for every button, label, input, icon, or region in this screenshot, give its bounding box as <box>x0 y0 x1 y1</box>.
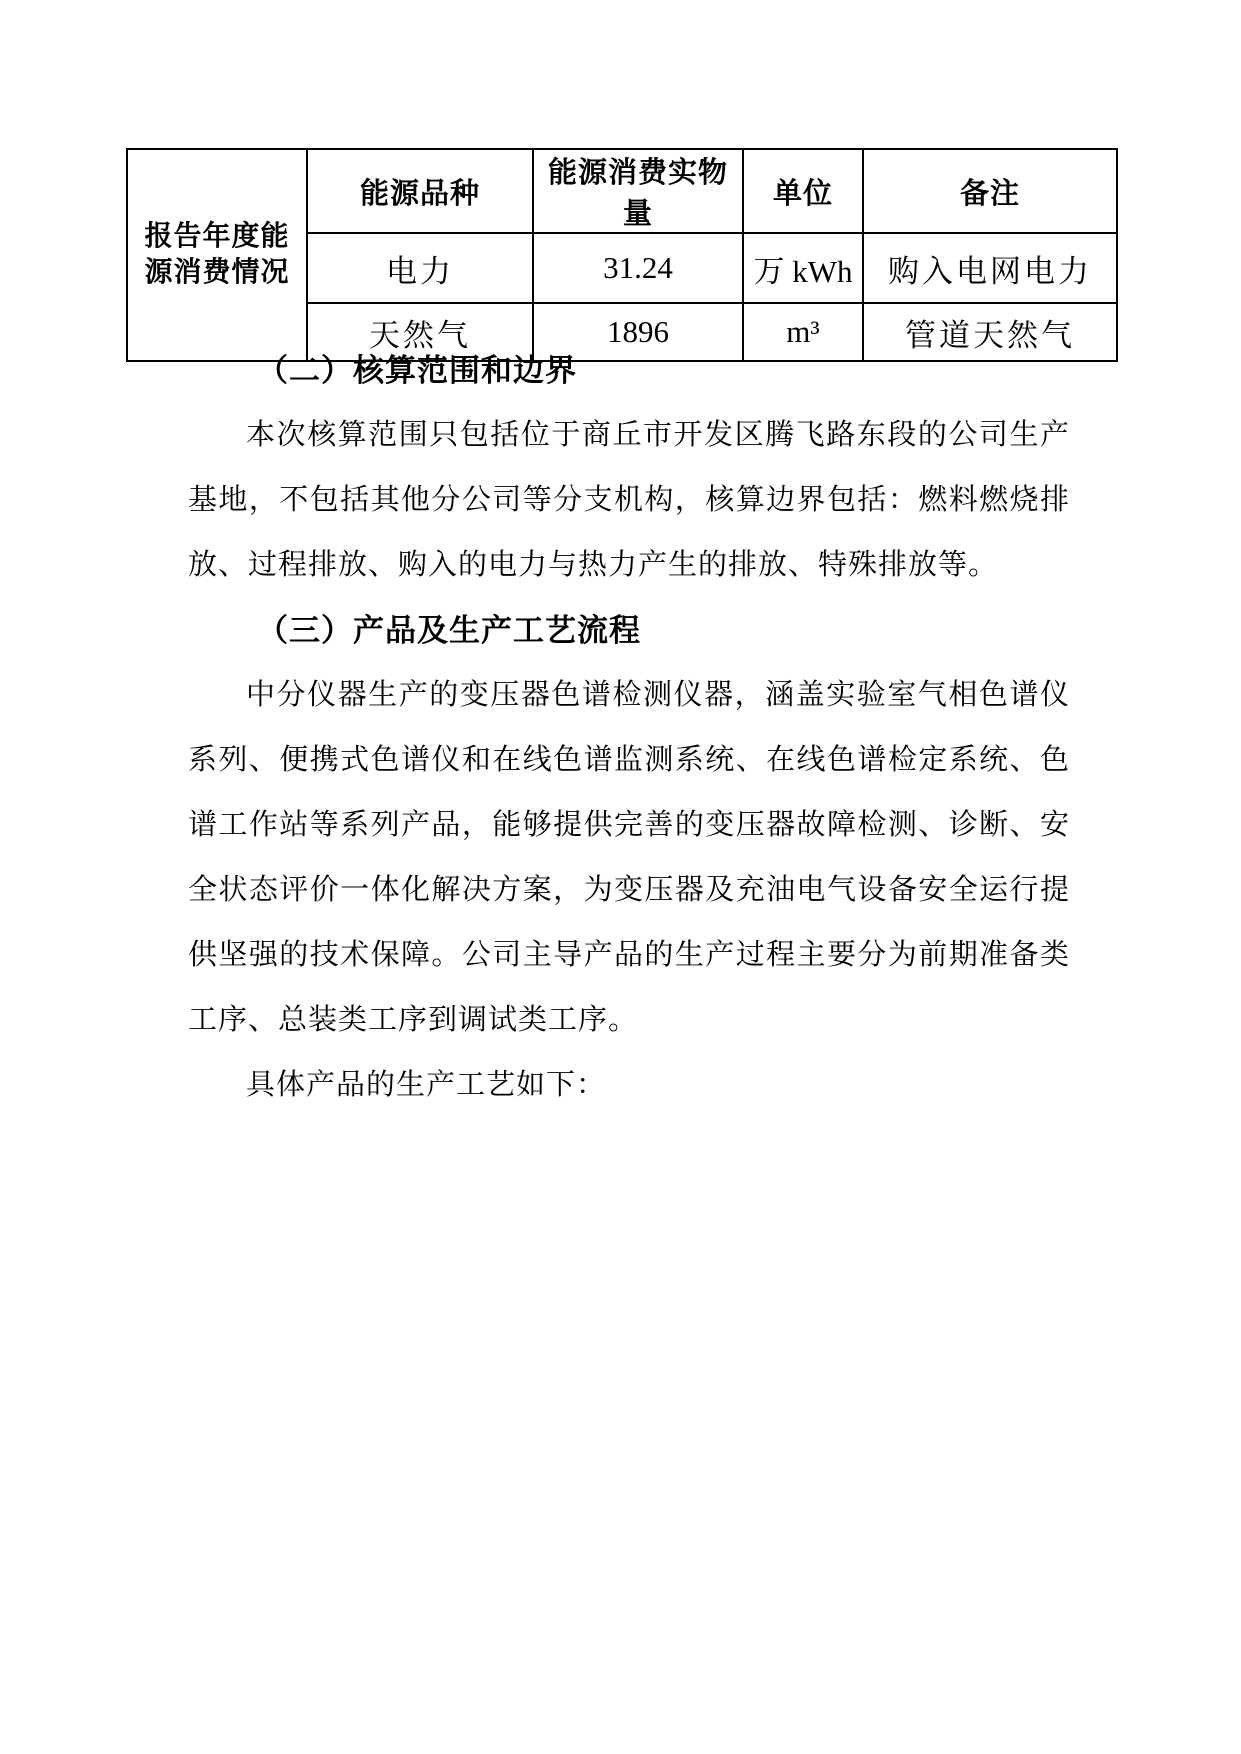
cell-energy-type: 天然气 <box>307 303 533 361</box>
column-header-unit: 单位 <box>743 149 863 233</box>
document-body <box>188 338 1070 1118</box>
section-heading-products-process: （三）产品及生产工艺流程 <box>257 613 641 648</box>
energy-consumption-table <box>126 148 1118 362</box>
cell-unit: 万 kWh <box>743 233 863 303</box>
column-header-consumption-quantity: 能源消费实物量 <box>533 149 743 233</box>
cell-energy-type: 电力 <box>307 233 533 303</box>
table-row-header-annual-energy-consumption: 报告年度能源消费情况 <box>127 149 307 361</box>
paragraph-products-process: 中分仪器生产的变压器色谱检测仪器，涵盖实验室气相色谱仪系列、便携式色谱仪和在线色谱监测系统、在线色谱检定系统、色谱工作站等系列产品，能够提供完善的变压器故障检测、诊断、安全状态评价一体化解决方案，为变压器及充油电气设备安全运行提供坚强的技术保障。公司主导产品的生产过程主要分为前期准备类工序、总装类工序到调试类工序。 <box>188 679 1070 1036</box>
cell-unit: m³ <box>743 303 863 361</box>
column-header-note: 备注 <box>863 149 1117 233</box>
paragraph-accounting-scope: 本次核算范围只包括位于商丘市开发区腾飞路东段的公司生产基地，不包括其他分公司等分支机构，核算边界包括：燃料燃烧排放、过程排放、购入的电力与热力产生的排放、特殊排放等。 <box>188 419 1070 581</box>
paragraph-process-intro: 具体产品的生产工艺如下： <box>246 1069 607 1101</box>
cell-note: 管道天然气 <box>863 303 1117 361</box>
cell-quantity: 31.24 <box>533 233 743 303</box>
table-header-row <box>127 149 1117 233</box>
cell-note: 购入电网电力 <box>863 233 1117 303</box>
column-header-energy-type: 能源品种 <box>307 149 533 233</box>
section-heading-accounting-scope: （二）核算范围和边界 <box>257 353 577 388</box>
cell-quantity: 1896 <box>533 303 743 361</box>
